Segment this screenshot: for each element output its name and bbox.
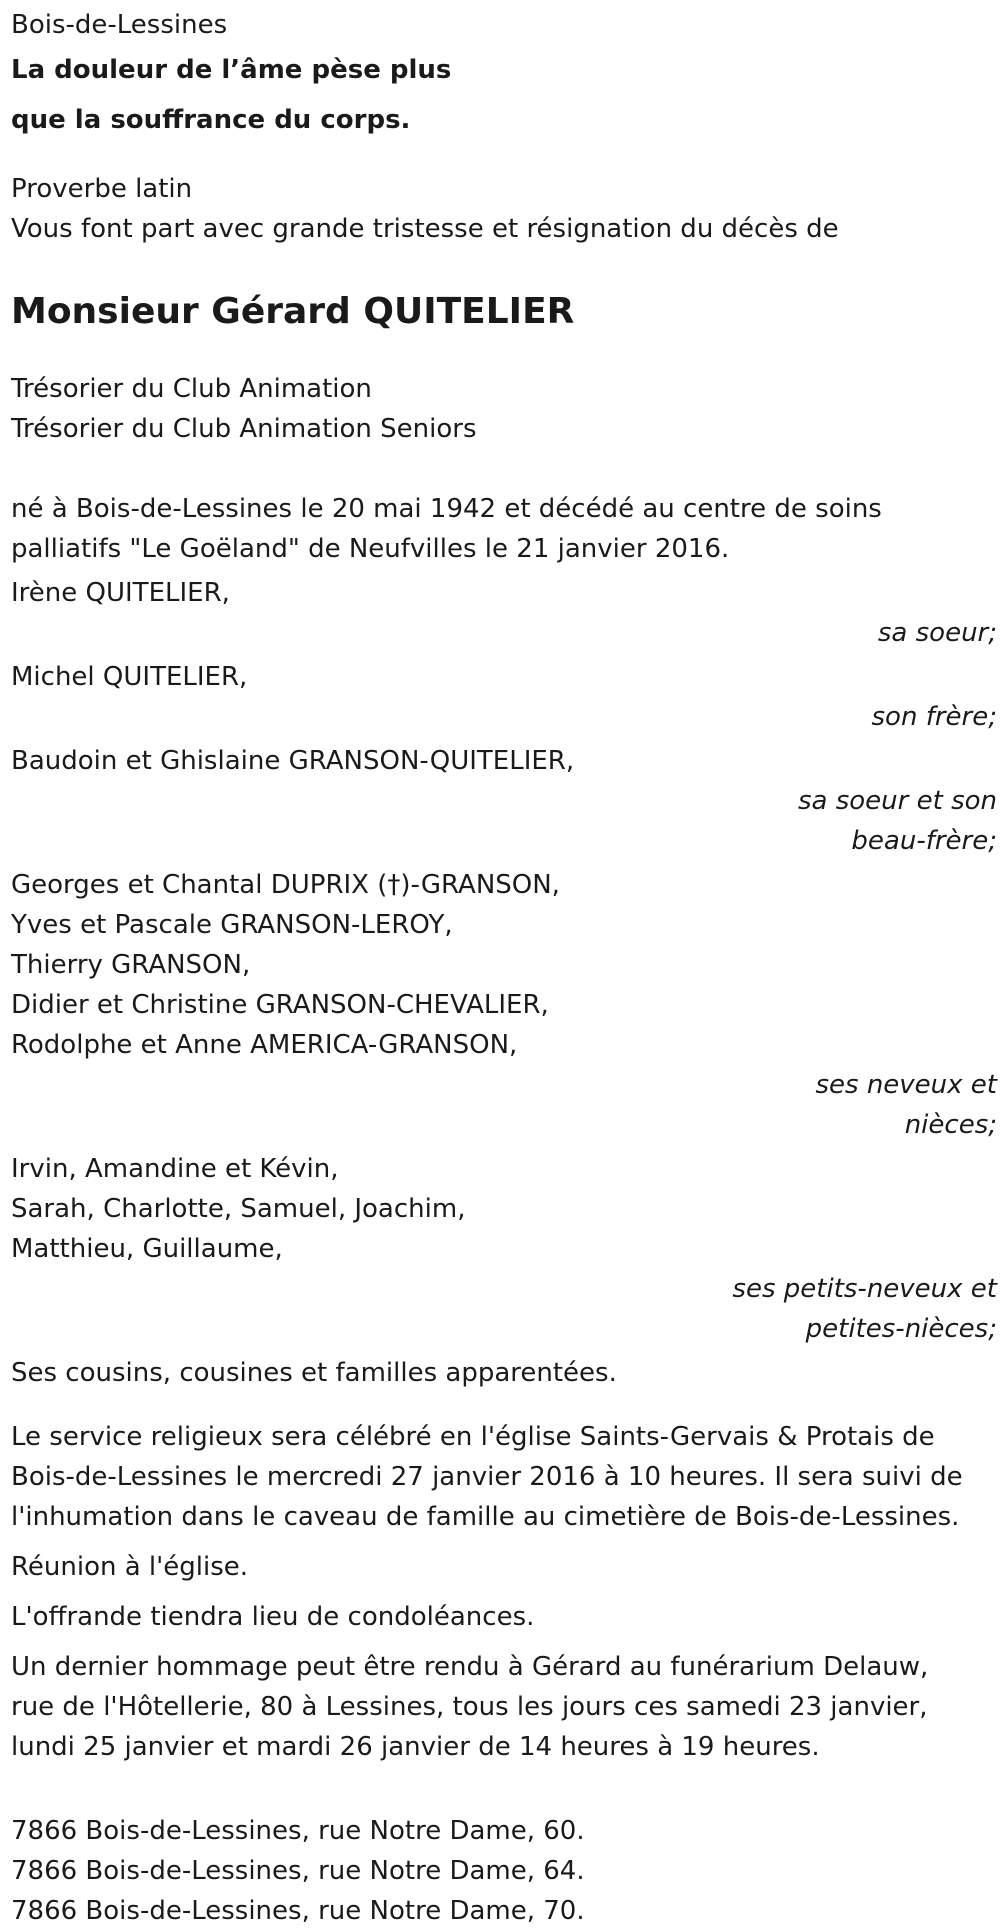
relation-text: beau-frère; (851, 826, 997, 856)
family-relation (11, 1269, 997, 1309)
relation-text: sa soeur et son (797, 786, 997, 816)
family-name: Rodolphe et Anne AMERICA-GRANSON, (11, 1030, 518, 1060)
tribute-line-3: lundi 25 janvier et mardi 26 janvier de 14 heures à 19 heures. (11, 1732, 820, 1762)
family-relation (11, 1065, 997, 1105)
quote-line-1: La douleur de l’âme pèse plus (11, 55, 452, 85)
bio-line-2: palliatifs "Le Goëland" de Neufvilles le 21 janvier 2016. (11, 534, 730, 564)
deceased-titles (11, 369, 991, 449)
deceased-title-2: Trésorier du Club Animation Seniors (11, 414, 477, 444)
family-entry-michel (11, 657, 997, 737)
relation-text: nièces; (904, 1110, 997, 1140)
address-line: 7866 Bois-de-Lessines, rue Notre Dame, 60. (11, 1816, 585, 1846)
family-name: Yves et Pascale GRANSON-LEROY, (11, 910, 453, 940)
address-line: 7866 Bois-de-Lessines, rue Notre Dame, 70. (11, 1896, 585, 1926)
family-name: Thierry GRANSON, (11, 950, 251, 980)
tribute-line-1: Un dernier hommage peut être rendu à Gérard au funérarium Delauw, (11, 1652, 929, 1682)
family-name: Didier et Christine GRANSON-CHEVALIER, (11, 990, 549, 1020)
deceased-name: Monsieur Gérard QUITELIER (11, 291, 575, 332)
quote-line-2: que la souffrance du corps. (11, 105, 411, 135)
family-relation (11, 1105, 997, 1145)
quote-source: Proverbe latin (11, 174, 193, 204)
address-line: 7866 Bois-de-Lessines, rue Notre Dame, 64. (11, 1856, 585, 1886)
meeting-line: Réunion à l'église. (11, 1552, 249, 1582)
family-name: Baudoin et Ghislaine GRANSON-QUITELIER, (11, 746, 575, 776)
family-section (11, 573, 997, 1393)
family-name: Georges et Chantal DUPRIX (†)-GRANSON, (11, 870, 560, 900)
family-name: Irvin, Amandine et Kévin, (11, 1154, 339, 1184)
family-name: Irène QUITELIER, (11, 578, 230, 608)
family-entry-grand-nephews (11, 1149, 997, 1349)
deceased-title-1: Trésorier du Club Animation (11, 374, 372, 404)
family-name: Sarah, Charlotte, Samuel, Joachim, (11, 1194, 466, 1224)
family-name: Matthieu, Guillaume, (11, 1234, 283, 1264)
family-relation (11, 781, 997, 821)
relation-text: son frère; (871, 702, 997, 732)
intro-text: Vous font part avec grande tristesse et résignation du décès de (11, 214, 839, 244)
family-relation (11, 697, 997, 737)
relation-text: ses petits-neveux et (732, 1274, 997, 1304)
relation-text: petites-nièces; (805, 1314, 997, 1344)
family-name: Michel QUITELIER, (11, 662, 248, 692)
cousins-line: Ses cousins, cousines et familles apparentées. (11, 1358, 617, 1388)
family-entry-irene (11, 573, 997, 653)
relation-text: sa soeur; (877, 618, 997, 648)
family-relation (11, 1309, 997, 1349)
tribute-line-2: rue de l'Hôtellerie, 80 à Lessines, tous les jours ces samedi 23 janvier, (11, 1692, 928, 1722)
place-heading: Bois-de-Lessines (11, 10, 228, 40)
bio-line-1: né à Bois-de-Lessines le 20 mai 1942 et décédé au centre de soins (11, 494, 882, 524)
service-line-3: l'inhumation dans le caveau de famille au cimetière de Bois-de-Lessines. (11, 1502, 960, 1532)
service-line-2: Bois-de-Lessines le mercredi 27 janvier 2016 à 10 heures. Il sera suivi de (11, 1462, 963, 1492)
deceased-bio (11, 489, 991, 569)
addresses-section (11, 1811, 991, 1931)
family-relation (11, 821, 997, 861)
family-entry-nephews (11, 865, 997, 1145)
obituary-content (11, 5, 997, 1931)
family-entry-baudoin (11, 741, 997, 861)
relation-text: ses neveux et (815, 1070, 997, 1100)
family-relation (11, 613, 997, 653)
service-line-1: Le service religieux sera célébré en l'église Saints-Gervais & Protais de (11, 1422, 935, 1452)
service-section (11, 1417, 991, 1767)
offering-line: L'offrande tiendra lieu de condoléances. (11, 1602, 535, 1632)
